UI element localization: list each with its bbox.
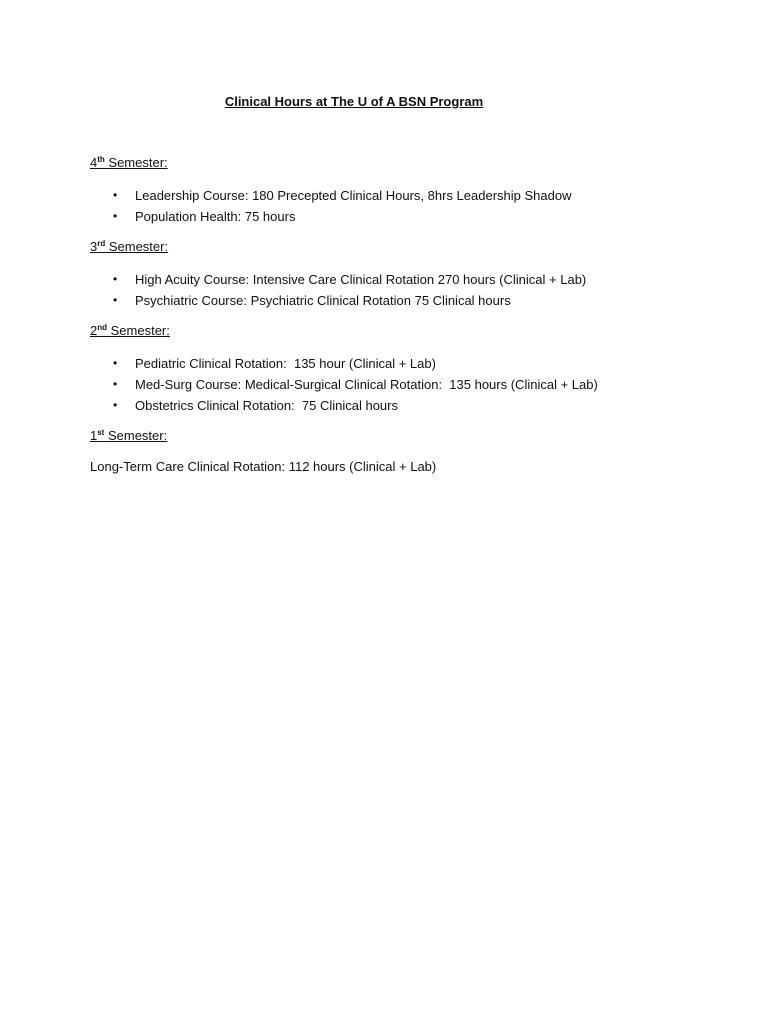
- list-item-text: Psychiatric Course: Psychiatric Clinical Rotation 75 Clinical hours: [135, 293, 511, 308]
- ordinal-suffix: rd: [97, 239, 106, 248]
- semester-2-heading: [90, 323, 170, 338]
- semester-label: Semester:: [105, 239, 169, 254]
- list-item-text: Pediatric Clinical Rotation: 135 hour (Clinical + Lab): [135, 356, 436, 371]
- semester-2-list: [90, 353, 598, 416]
- semester-label: Semester:: [107, 323, 170, 338]
- semester-number: 1: [90, 428, 98, 443]
- list-item-text: Leadership Course: 180 Precepted Clinical Hours, 8hrs Leadership Shadow: [135, 188, 572, 203]
- document-title: Clinical Hours at The U of A BSN Program: [224, 94, 484, 109]
- bullet-icon: •: [113, 356, 118, 370]
- list-item-text: Obstetrics Clinical Rotation: 75 Clinical hours: [135, 398, 398, 413]
- list-item: [90, 290, 511, 311]
- semester-3-list: [90, 269, 587, 311]
- list-item: [90, 374, 598, 395]
- ordinal-suffix: st: [97, 428, 105, 437]
- list-item-text: High Acuity Course: Intensive Care Clinical Rotation 270 hours (Clinical + Lab): [135, 272, 587, 287]
- bullet-icon: •: [113, 272, 118, 286]
- semester-number: 2: [90, 323, 98, 338]
- semester-4-heading: [90, 155, 168, 170]
- bullet-icon: •: [113, 209, 118, 223]
- list-item: [90, 353, 436, 374]
- bullet-icon: •: [113, 377, 118, 391]
- semester-4-list: [90, 185, 572, 227]
- semester-label: Semester:: [104, 155, 168, 170]
- list-item-text: Med-Surg Course: Medical-Surgical Clinical Rotation: 135 hours (Clinical + Lab): [135, 377, 598, 392]
- semester-label: Semester:: [104, 428, 168, 443]
- list-item: [90, 206, 296, 227]
- ordinal-suffix: th: [97, 155, 105, 164]
- bullet-icon: •: [113, 293, 118, 307]
- ordinal-suffix: nd: [97, 323, 108, 332]
- semester-number: 3: [90, 239, 98, 254]
- semester-1-heading: [90, 428, 167, 443]
- semester-number: 4: [90, 155, 98, 170]
- semester-1-text: Long-Term Care Clinical Rotation: 112 hours (Clinical + Lab): [90, 459, 437, 474]
- list-item-text: Population Health: 75 hours: [135, 209, 296, 224]
- list-item: [90, 269, 587, 290]
- semester-3-heading: [90, 239, 168, 254]
- bullet-icon: •: [113, 398, 118, 412]
- list-item: [90, 185, 572, 206]
- bullet-icon: •: [113, 188, 118, 202]
- list-item: [90, 395, 398, 416]
